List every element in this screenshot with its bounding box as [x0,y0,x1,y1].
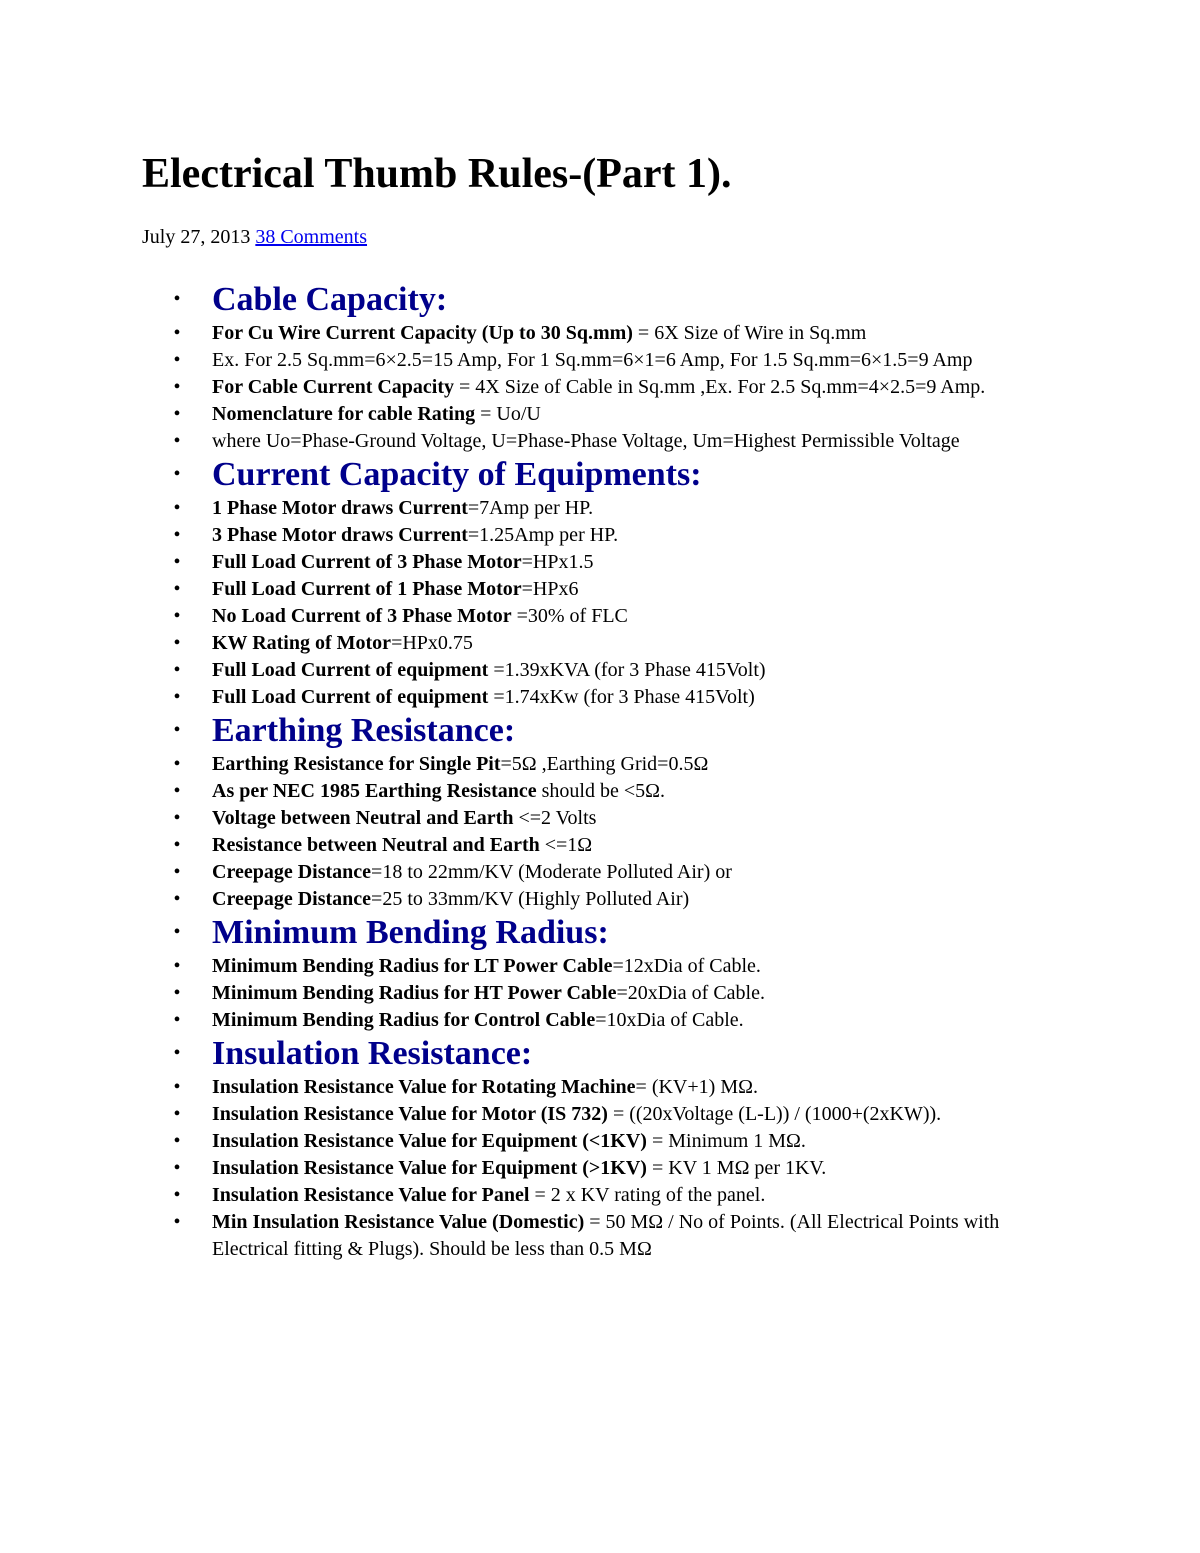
rule-value: =1.25Amp per HP. [467,524,619,546]
bullet-icon: • [173,861,181,883]
bullet-icon: • [173,463,181,485]
section-heading-text: Insulation Resistance: [212,1035,533,1072]
bullet-icon: • [173,403,181,425]
bullet-icon: • [173,430,181,452]
rule-term: Creepage Distance [212,888,372,910]
bullet-icon: • [173,1103,181,1125]
section-heading-text: Cable Capacity: [212,281,448,318]
bullet-icon: • [173,1076,181,1098]
list-item [173,495,1042,522]
rule-value: =HPx1.5 [521,551,594,573]
section-heading-earthing-resistance [173,711,1042,751]
bullet-icon: • [173,1211,181,1233]
rule-value: <=1Ω [539,834,593,856]
section-heading-text: Earthing Resistance: [212,712,516,749]
rule-value: = 6X Size of Wire in Sq.mm [632,322,867,344]
article-meta [142,224,367,250]
list-item [173,1128,1042,1155]
article-title: Electrical Thumb Rules-(Part 1). [142,151,732,197]
list-item [173,657,1042,684]
comments-link[interactable]: 38 Comments [255,226,368,248]
list-item [173,1209,1042,1263]
list-item [173,401,1042,428]
list-item [173,549,1042,576]
rule-value: = 2 x KV rating of the panel. [529,1184,766,1206]
rule-value: =30% of FLC [511,605,628,627]
rule-term: Insulation Resistance Value for Panel [212,1184,530,1206]
rule-value: =HPx0.75 [391,632,473,654]
bullet-icon: • [173,551,181,573]
rule-term: Full Load Current of 3 Phase Motor [212,551,522,573]
rule-term: Insulation Resistance Value for Equipment (<1KV) [212,1130,647,1152]
bullet-icon: • [173,834,181,856]
list-item [173,980,1042,1007]
rule-term: Minimum Bending Radius for HT Power Cable [212,982,617,1004]
rule-term: Min Insulation Resistance Value (Domestic) [212,1211,585,1233]
rule-term: Insulation Resistance Value for Equipment (>1KV) [212,1157,647,1179]
thumb-rules-list [173,280,1042,1263]
rule-value: = (KV+1) MΩ. [635,1076,758,1098]
rule-term: Resistance between Neutral and Earth [212,834,540,856]
list-item [173,347,1042,374]
bullet-icon: • [173,659,181,681]
rule-term: Minimum Bending Radius for Control Cable [212,1009,596,1031]
list-item [173,603,1042,630]
bullet-icon: • [173,780,181,802]
rule-value: = 50 MΩ / No of Points. (All Electrical Points with Electrical fitting & Plugs). Should be less than 0.5 MΩ [212,1211,1000,1260]
bullet-icon: • [173,1157,181,1179]
bullet-icon: • [173,497,181,519]
list-item [173,522,1042,549]
list-item [173,778,1042,805]
rule-value: = Uo/U [475,403,541,425]
rule-term: Earthing Resistance for Single Pit [212,753,501,775]
list-item [173,320,1042,347]
section-heading-minimum-bending-radius [173,913,1042,953]
bullet-icon: • [173,921,181,943]
rule-value: = KV 1 MΩ per 1KV. [646,1157,827,1179]
bullet-icon: • [173,955,181,977]
bullet-icon: • [173,807,181,829]
bullet-icon: • [173,524,181,546]
list-item [173,576,1042,603]
rule-term: Full Load Current of equipment [212,686,489,708]
rule-term: For Cu Wire Current Capacity (Up to 30 Sq.mm) [212,322,633,344]
rule-value: where Uo=Phase-Ground Voltage, U=Phase-Phase Voltage, Um=Highest Permissible Voltage [212,430,960,452]
rule-term: 3 Phase Motor draws Current [212,524,468,546]
rule-value: =1.74xKw (for 3 Phase 415Volt) [488,686,755,708]
list-item [173,374,1042,401]
rule-value: = Minimum 1 MΩ. [646,1130,806,1152]
rule-value: =18 to 22mm/KV (Moderate Polluted Air) or [371,861,732,883]
rule-term: Full Load Current of 1 Phase Motor [212,578,522,600]
bullet-icon: • [173,888,181,910]
bullet-icon: • [173,605,181,627]
list-item [173,1155,1042,1182]
rule-term: 1 Phase Motor draws Current [212,497,468,519]
rule-value: =20xDia of Cable. [616,982,765,1004]
list-item [173,1007,1042,1034]
rule-value: =7Amp per HP. [467,497,594,519]
bullet-icon: • [173,982,181,1004]
rule-term: Insulation Resistance Value for Rotating Machine [212,1076,636,1098]
rule-term: Nomenclature for cable Rating [212,403,476,425]
rule-value: Ex. For 2.5 Sq.mm=6×2.5=15 Amp, For 1 Sq.mm=6×1=6 Amp, For 1.5 Sq.mm=6×1.5=9 Amp [212,349,973,371]
rule-term: Creepage Distance [212,861,372,883]
list-item [173,630,1042,657]
section-heading-text: Current Capacity of Equipments: [212,456,702,493]
bullet-icon: • [173,376,181,398]
rule-term: Insulation Resistance Value for Motor (IS 732) [212,1103,608,1125]
bullet-icon: • [173,322,181,344]
rule-term: Minimum Bending Radius for LT Power Cable [212,955,613,977]
section-heading-current-capacity-of-equipments [173,455,1042,495]
bullet-icon: • [173,632,181,654]
bullet-icon: • [173,1130,181,1152]
list-item [173,1182,1042,1209]
bullet-icon: • [173,753,181,775]
rule-value: =12xDia of Cable. [612,955,761,977]
bullet-icon: • [173,686,181,708]
list-item [173,886,1042,913]
list-item [173,1074,1042,1101]
rule-term: As per NEC 1985 Earthing Resistance [212,780,537,802]
rule-value: <=2 Volts [513,807,597,829]
rule-term: KW Rating of Motor [212,632,392,654]
rule-value: = ((20xVoltage (L-L)) / (1000+(2xKW)). [607,1103,942,1125]
bullet-icon: • [173,578,181,600]
list-item [173,1101,1042,1128]
bullet-icon: • [173,719,181,741]
rule-value: = 4X Size of Cable in Sq.mm ,Ex. For 2.5 Sq.mm=4×2.5=9 Amp. [454,376,986,398]
list-item [173,953,1042,980]
rule-term: Full Load Current of equipment [212,659,489,681]
rule-term: Voltage between Neutral and Earth [212,807,514,829]
rule-value: =5Ω ,Earthing Grid=0.5Ω [500,753,709,775]
list-item [173,805,1042,832]
bullet-icon: • [173,349,181,371]
bullet-icon: • [173,1042,181,1064]
rule-value: =1.39xKVA (for 3 Phase 415Volt) [488,659,766,681]
section-heading-text: Minimum Bending Radius: [212,914,609,951]
rule-value: =10xDia of Cable. [595,1009,744,1031]
rule-term: No Load Current of 3 Phase Motor [212,605,512,627]
rule-value: =HPx6 [521,578,579,600]
bullet-icon: • [173,1184,181,1206]
list-item [173,684,1042,711]
list-item [173,832,1042,859]
rule-value: should be <5Ω. [536,780,665,802]
rule-value: =25 to 33mm/KV (Highly Polluted Air) [371,888,690,910]
bullet-icon: • [173,1009,181,1031]
post-date: July 27, 2013 [142,226,251,248]
bullet-icon: • [173,288,181,310]
list-item [173,428,1042,455]
list-item [173,751,1042,778]
list-item [173,859,1042,886]
section-heading-cable-capacity [173,280,1042,320]
rule-term: For Cable Current Capacity [212,376,455,398]
section-heading-insulation-resistance [173,1034,1042,1074]
